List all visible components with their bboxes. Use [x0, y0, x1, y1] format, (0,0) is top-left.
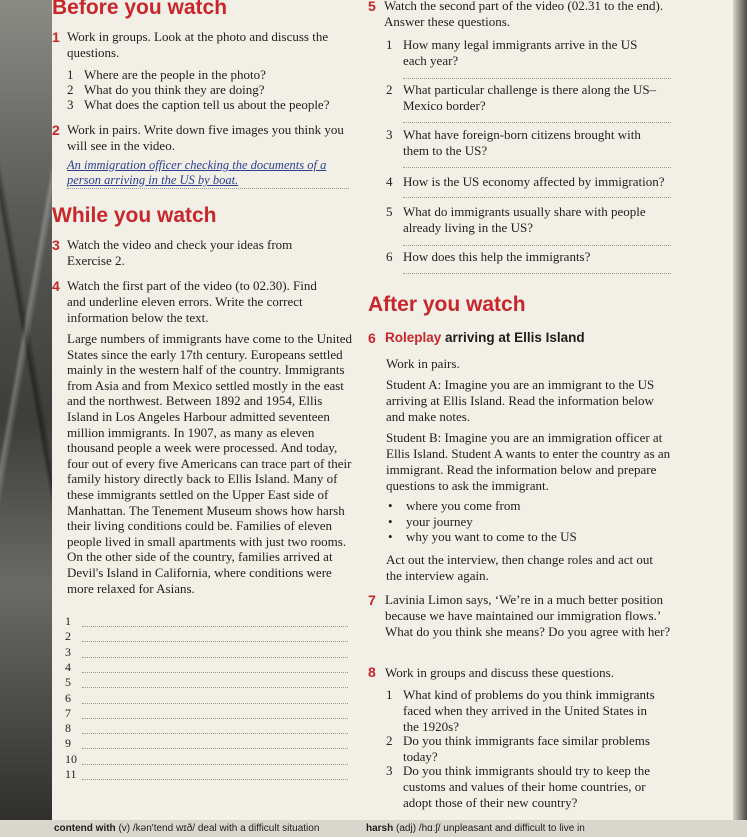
answer-line [403, 245, 671, 246]
glossary-entry-harsh: harsh (adj) /hɑːʃ/ unpleasant and difficult to live in [366, 823, 585, 834]
ex6-pairs: Work in pairs. [386, 356, 460, 371]
ex2-instruction: Work in pairs. Write down five images you think you will see in the video. [67, 122, 344, 153]
answer-line [82, 779, 348, 780]
answer-line [82, 687, 348, 688]
answer-line [82, 672, 348, 673]
ex6-title: Roleplay arriving at Ellis Island [385, 330, 585, 345]
ex6-act-out: Act out the interview, then change roles and act out the interview again. [386, 552, 654, 583]
before-heading: Before you watch [52, 0, 228, 19]
answer-number: 2 [65, 629, 71, 644]
ex5-question: 2 What particular challenge is there along the US–Mexico border? [386, 82, 657, 113]
ex6-student-a: Student A: Imagine you are an immigrant to the US arriving at Ellis Island. Read the information below and make notes. [386, 377, 655, 424]
answer-line [67, 188, 349, 189]
ex5-number: 5 [368, 0, 376, 14]
ex7-text: Lavinia Limon says, ‘We’re in a much better position because we have maintained our immigration flows.’ What do you think she means? Do you agree with her? [385, 592, 671, 639]
answer-number: 7 [65, 705, 71, 720]
answer-line [403, 197, 671, 198]
answer-line [82, 733, 348, 734]
ex5-question: 6 How does this help the immigrants? [386, 249, 591, 264]
ex6-number: 6 [368, 330, 376, 346]
answer-number: 8 [65, 721, 71, 736]
answer-line [403, 273, 671, 274]
ex4-passage: Large numbers of immigrants have come to the United States since the early 17th century. Europeans settled mainly in the western half of the country. Immigrants from Asia and from Mexico settled mostly in the east and the northwest. Between 1892 and 1954, Ellis Island in Los Angeles Harbour admitted seventeen million immigrants. In 1907, as many as eleven thousand people a week were processed. And today, four out of every five Americans can trace part of their family history directly back to Ellis Island. Many of these immigrants settled on the Upper East side of Manhattan. The Tenement Museum shows how harsh their living conditions could be. Families of eleven people lived in small apartments with just two rooms. On the other side of the country, families arrived at Devil's Island in California, where conditions were more relaxed for Asians. [67, 331, 352, 596]
answer-number: 11 [65, 767, 77, 781]
answer-line [82, 748, 348, 749]
ex5-instruction: Watch the second part of the video (02.31 to the end). Answer these questions. [384, 0, 664, 29]
answer-number: 3 [65, 644, 71, 659]
ex2-sample-answer-line1: An immigration officer checking the documents of a [67, 158, 327, 172]
answer-line [82, 764, 348, 765]
ex8-question: 2 Do you think immigrants face similar problems today? [386, 733, 650, 764]
answer-number: 5 [65, 675, 71, 690]
ex5-question: 4 How is the US economy affected by immigration? [386, 174, 665, 189]
while-heading: While you watch [52, 204, 217, 227]
ex1-item: 2 What do you think they are doing? [67, 82, 265, 97]
answer-number: 10 [65, 751, 77, 766]
answer-line [82, 657, 348, 658]
answer-number: 4 [65, 659, 71, 674]
answer-line [82, 718, 348, 719]
ex2-sample-answer-line2: person arriving in the US by boat. [67, 173, 239, 187]
ex6-bullet: • why you want to come to the US [388, 529, 577, 544]
ex1-number: 1 [52, 29, 60, 45]
ex5-question: 5 What do immigrants usually share with people already living in the US? [386, 204, 646, 235]
ex6-student-b: Student B: Imagine you are an immigration officer at Ellis Island. Student A wants to enter the country as an immigrant. Read the information below and prepare questions to ask the immigrant. [386, 430, 671, 493]
ex6-bullet: • where you come from [388, 498, 521, 513]
answer-number: 6 [65, 690, 71, 705]
ex1-item: 1 Where are the people in the photo? [67, 67, 266, 82]
answer-line [403, 122, 671, 123]
answer-line [82, 641, 348, 642]
ex1-item: 3 What does the caption tell us about the people? [67, 97, 330, 112]
ex3-number: 3 [52, 237, 60, 253]
ex8-question: 3 Do you think immigrants should try to keep the customs and values of their home countries, or adopt those of their new country? [386, 763, 650, 810]
ex4-instruction: Watch the first part of the video (to 02.30). Find and underline eleven errors. Write the correct information below the text. [67, 278, 317, 325]
ex2-number: 2 [52, 122, 60, 138]
glossary-entry-contend: contend with (v) /kən'tend wɪð/ deal with a difficult situation [54, 823, 320, 834]
answer-line [82, 703, 348, 704]
ex8-instruction: Work in groups and discuss these questions. [385, 665, 614, 680]
photo-strip [0, 0, 52, 837]
ex8-number: 8 [368, 664, 376, 680]
ex1-instruction: Work in groups. Look at the photo and discuss the questions. [67, 29, 329, 60]
answer-number: 1 [65, 614, 71, 628]
ex8-question: 1 What kind of problems do you think immigrants faced when they arrived in the United States in the 1920s? [386, 687, 655, 734]
ex6-bullet: • your journey [388, 514, 473, 529]
ex5-question: 3 What have foreign-born citizens brought with them to the US? [386, 127, 641, 158]
ex4-number: 4 [52, 278, 60, 294]
answer-line [403, 78, 671, 79]
after-heading: After you watch [368, 293, 526, 316]
answer-number: 9 [65, 736, 71, 751]
answer-line [82, 626, 348, 627]
ex7-number: 7 [368, 592, 376, 608]
answer-line [403, 167, 671, 168]
glossary-footer [0, 820, 747, 837]
ex5-question: 1 How many legal immigrants arrive in the US each year? [386, 37, 638, 68]
page-edge [733, 0, 747, 837]
ex3-instruction: Watch the video and check your ideas from Exercise 2. [67, 237, 293, 268]
